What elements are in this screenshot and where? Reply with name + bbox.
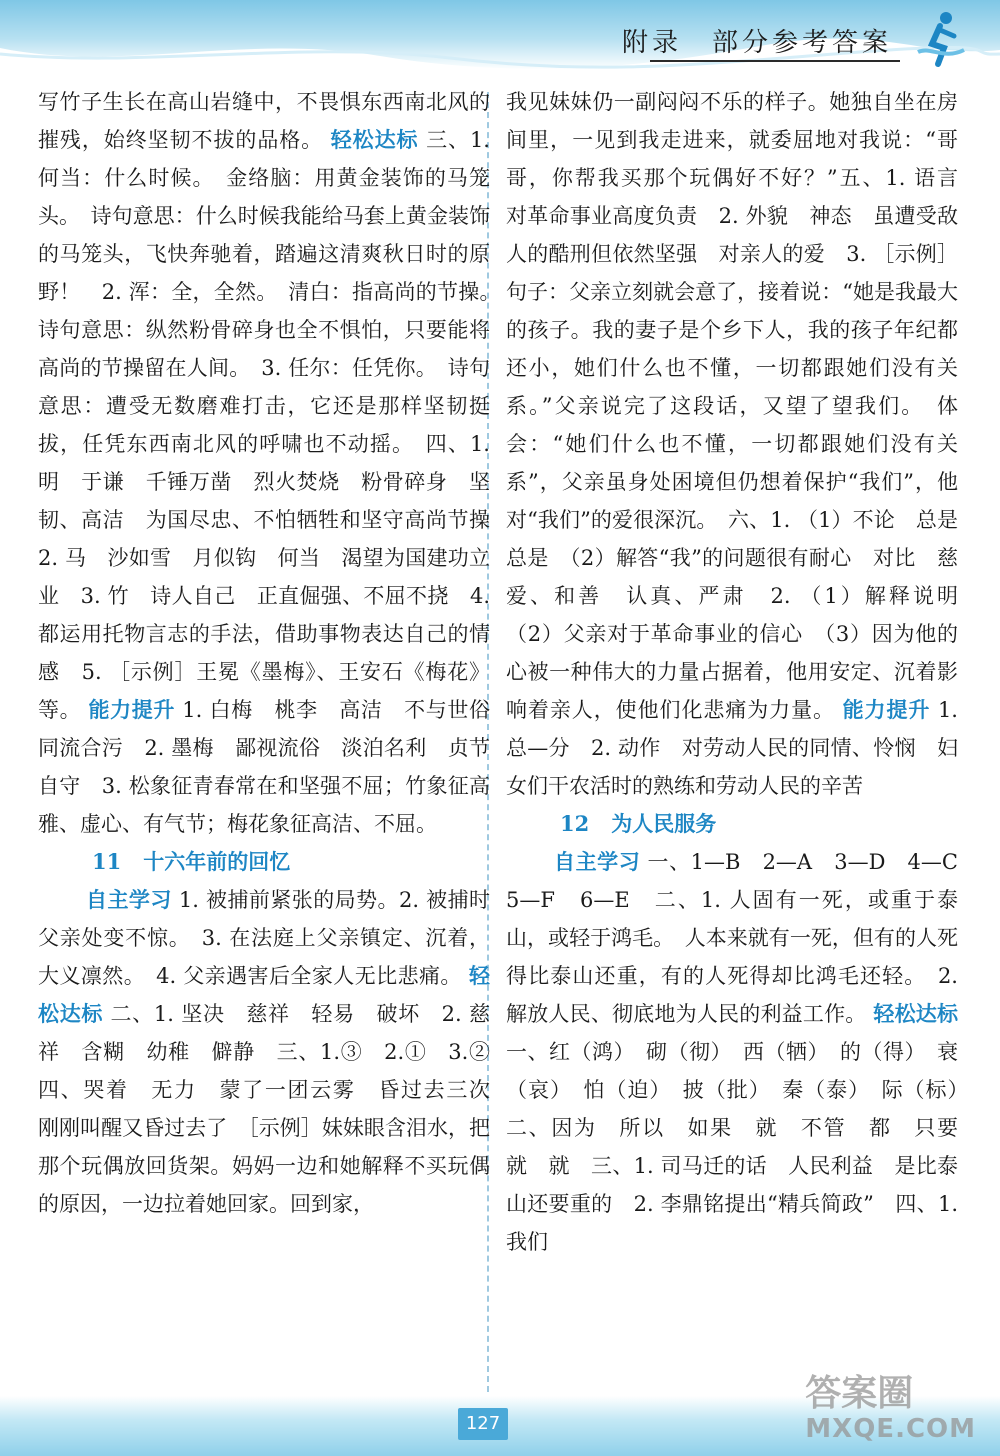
answer-paragraph xyxy=(506,83,979,805)
answer-text: 二、1. 坚决 慈祥 轻易 破坏 2. 慈祥 含糊 幼稚 僻静 三、1.③ 2.① 3.② 四、哭着 无力 蒙了一团云雾 昏过去三次 刚刚叫醒又昏过去了 ［示例］妹妹眼含泪水，把那个玩偶放回货架。妈妈一边和她解释不买玩偶的原因，一边拉着她回家。回到家， xyxy=(38,1002,511,1216)
page-header-title: 附录 部分参考答案 xyxy=(621,28,892,58)
left-column xyxy=(38,83,511,1223)
answer-text: 写竹子生长在高山岩缝中，不畏惧东西南北风的摧残，始终坚韧不拔的品格。 xyxy=(38,90,490,152)
section-number: 11 xyxy=(92,849,122,874)
section-title: 十六年前的回忆 xyxy=(143,849,291,874)
watermark-main-text: 答案圈 xyxy=(805,1373,914,1414)
watermark-site-text: MXQE.COM xyxy=(805,1414,976,1444)
answer-paragraph xyxy=(506,843,979,1261)
answer-text: 一、红（鸿） 砌（彻） 西（牺） 的（得） 衰（哀） 怕（迫） 披（批） 秦（泰） 际（标） 二、因为 所以 如果 就 不管 都 只要 就 就 三、1. 司马迁的话 人民利益 是比泰山还要重的 2. 李鼎铭提出“精兵简政” 四、1. 我们 xyxy=(506,1040,979,1254)
section-number: 12 xyxy=(560,811,590,836)
section-tag-easy: 轻松达标 xyxy=(873,1002,959,1026)
section-heading-12 xyxy=(506,805,958,843)
section-tag-easy: 轻松达标 xyxy=(330,128,419,152)
section-heading-11 xyxy=(38,843,490,881)
answer-text: 三、1. 何当：什么时候。 金络脑：用黄金装饰的马笼头。 诗句意思：什么时候我能给马套上黄金装饰的马笼头，飞快奔驰着，踏遍这清爽秋日时的原野！ 2. 浑：全，全然。 清白：指高尚的节操。 诗句意思：纵然粉骨碎身也全不惧怕，只要能将高尚的节操留在人间。 3. 任尔：任凭你。 诗句意思：遭受无数磨难打击，它还是那样坚韧挺拔，任凭东西南北风的呼啸也不动摇。 四、1. 明 于谦 千锤万凿 烈火焚烧 粉骨碎身 坚韧、高洁 为国尽忠、不怕牺牲和坚守高尚节操 2. 马 沙如雪 月似钩 何当 渴望为国建功立业 3. 竹 诗人自己 正直倔强、不屈不挠 4. 都运用托物言志的手法，借助事物表达自己的情感 5. ［示例］王冕《墨梅》、王安石《梅花》等。 xyxy=(38,128,511,722)
answer-text: 1. 白梅 桃李 高洁 不与世俗同流合污 2. 墨梅 鄙视流俗 淡泊名利 贞节自守 3. 松象征青春常在和坚强不屈；竹象征高雅、虚心、有气节；梅花象征高洁、不屈。 xyxy=(38,698,490,836)
section-tag-self-study: 自主学习 xyxy=(86,888,172,912)
section-tag-ability: 能力提升 xyxy=(842,698,931,722)
section-tag-self-study: 自主学习 xyxy=(554,850,641,874)
answer-paragraph xyxy=(38,881,511,1223)
page-number: 127 xyxy=(458,1408,508,1440)
answer-text: 我见妹妹仍一副闷闷不乐的样子。她独自坐在房间里，一见到我走进来，就委屈地对我说：“哥哥，你帮我买那个玩偶好不好？”五、1. 语言 对革命事业高度负责 2. 外貌 神态 虽遭受敌人的酷刑但依然坚强 对亲人的爱 3. ［示例］句子：父亲立刻就会意了，接着说：“她是我最大的孩子。我的妻子是个乡下人，我的孩子年纪都还小，她们什么也不懂，一切都跟她们没有关系。”父亲说完了这段话，又望了望我们。 体会：“她们什么也不懂，一切都跟她们没有关系”，父亲虽身处困境但仍想着保护“我们”，他对“我们”的爱很深沉。 六、1. （1）不论 总是 总是 （2）解答“我”的问题很有耐心 对比 慈爱、和善 认真、严肃 2. （1）解释说明 （2）父亲对于革命事业的信心 （3）因为他的心被一种伟大的力量占据着，他用安定、沉着影响着亲人，使他们化悲痛为力量。 xyxy=(506,90,979,722)
watermark-logo xyxy=(805,1374,976,1444)
answer-text: 1. 被捕前紧张的局势。2. 被捕时父亲处变不惊。 3. 在法庭上父亲镇定、沉着，大义凛然。 4. 父亲遇害后全家人无比悲痛。 xyxy=(38,888,491,988)
answer-paragraph xyxy=(38,83,511,843)
right-column xyxy=(506,83,979,1261)
section-tag-ability: 能力提升 xyxy=(88,698,175,722)
header-rule xyxy=(650,60,900,62)
answer-text: 一、1—B 2—A 3—D 4—C 5—F 6—E 二、1. 人固有一死，或重于泰山，或轻于鸿毛。 人本来就有一死，但有的人死得比泰山还重，有的人死得却比鸿毛还轻。 2. 解放人民、彻底地为人民的利益工作。 xyxy=(506,850,979,1026)
section-title: 为人民服务 xyxy=(611,811,717,836)
runner-logo-icon xyxy=(910,8,970,68)
section-tag-easy: 轻松达标 xyxy=(38,964,490,1026)
answer-text: 1. 总—分 2. 动作 对劳动人民的同情、怜悯 妇女们干农活时的熟练和劳动人民的辛苦 xyxy=(506,698,958,798)
